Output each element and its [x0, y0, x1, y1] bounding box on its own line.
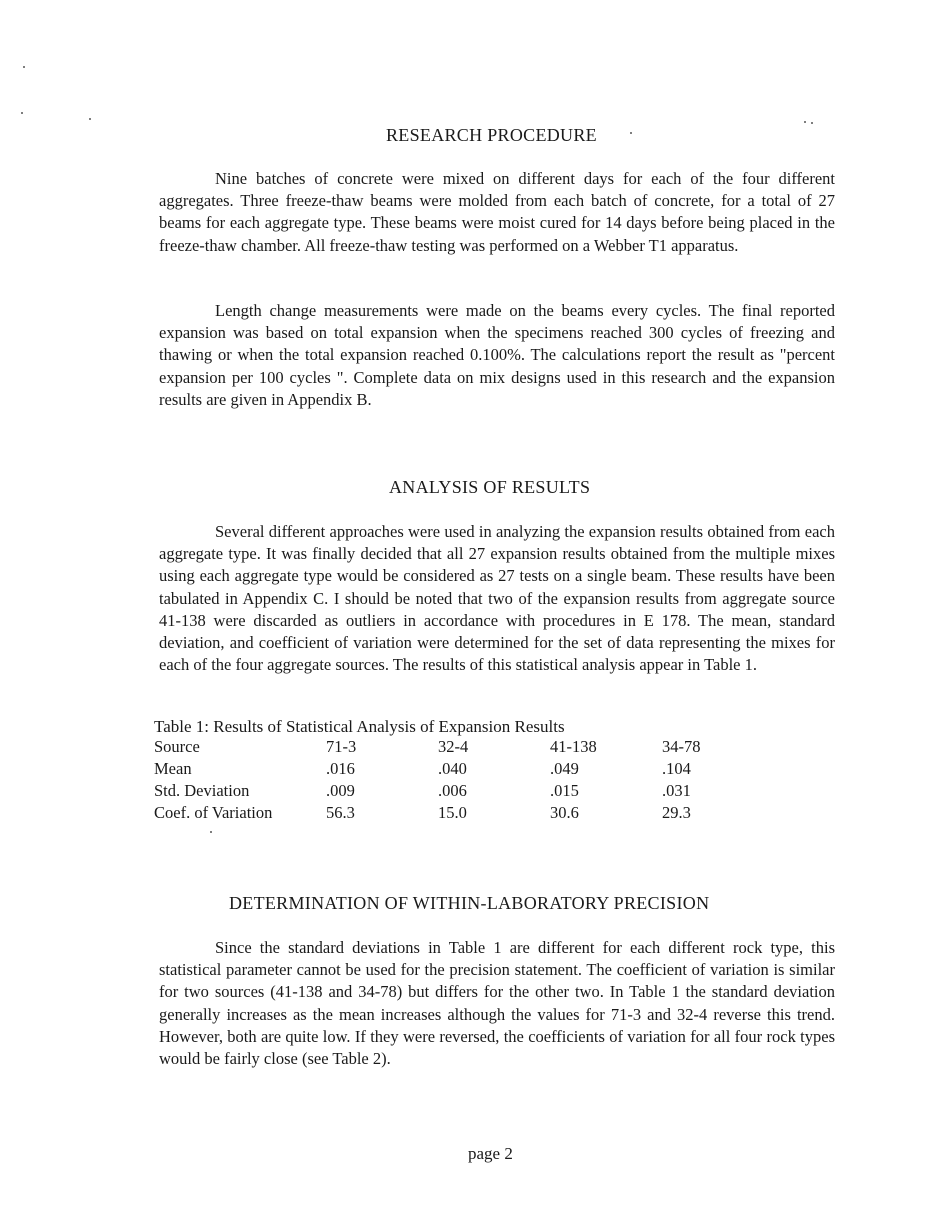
table-cell: 71-3 — [326, 737, 357, 756]
table-cell: .009 — [326, 781, 355, 800]
scan-speck — [811, 122, 813, 124]
scan-speck — [630, 132, 632, 134]
page-number: page 2 — [468, 1144, 513, 1163]
scan-speck — [21, 112, 23, 114]
research-procedure-paragraph-1: Nine batches of concrete were mixed on different days for each of the four different aggregates. Three freeze-thaw beams were molded from each batch of concrete, for a total of 27 beams for each aggregate type. These beams were moist cured for 14 days before being placed in the freeze-thaw chamber. All freeze-thaw testing was performed on a Webber T1 apparatus. — [159, 169, 835, 255]
table-cell: Mean — [154, 759, 192, 778]
table-cell: 41-138 — [550, 737, 597, 756]
heading-research-procedure: RESEARCH PROCEDURE — [386, 125, 597, 145]
research-procedure-paragraph-2: Length change measurements were made on the beams every cycles. The final reported expansion was based on total expansion when the specimens reached 300 cycles of freezing and thawing or when the total expansion reached 0.100%. The calculations report the result as "percent expansion per 100 cycles ". Complete data on mix designs used in this research and the expansion results are given in Appendix B. — [159, 301, 835, 409]
table-cell: 15.0 — [438, 803, 467, 822]
heading-analysis-of-results: ANALYSIS OF RESULTS — [389, 477, 591, 497]
table-cell: .049 — [550, 759, 579, 778]
table-row — [152, 780, 742, 802]
precision-paragraph-1: Since the standard deviations in Table 1 are different for each different rock type, this statistical parameter cannot be used for the precision statement. The coefficient of variation is similar for two sources (41-138 and 34-78) but differs for the other two. In Table 1 the standard deviation generally increases as the mean increases although the values for 71-3 and 32-4 reverse this trend. However, both are quite low. If they were reversed, the coefficients of variation for all four rock types would be fairly close (see Table 2). — [159, 938, 835, 1069]
scan-speck — [804, 121, 806, 123]
scan-speck — [89, 118, 91, 120]
table-row — [152, 758, 742, 780]
table-cell: Std. Deviation — [154, 781, 250, 800]
table-cell: .015 — [550, 781, 579, 800]
table-cell: .104 — [662, 759, 691, 778]
table1-header-row — [152, 736, 742, 758]
table-cell: 30.6 — [550, 803, 579, 822]
table-cell: 29.3 — [662, 803, 691, 822]
table-cell: 34-78 — [662, 737, 701, 756]
heading-within-lab-precision: DETERMINATION OF WITHIN-LABORATORY PRECISION — [229, 893, 710, 913]
table-cell: 56.3 — [326, 803, 355, 822]
scan-speck — [23, 66, 25, 68]
analysis-paragraph-1: Several different approaches were used in analyzing the expansion results obtained from each aggregate type. It was finally decided that all 27 expansion results obtained from the multiple mixes using each aggregate type would be considered as 27 tests on a single beam. These results have been tabulated in Appendix C. I should be noted that two of the expansion results from aggregate source 41-138 were discarded as outliers in accordance with procedures in E 178. The mean, standard deviation, and coefficient of variation were determined for the set of data representing the mixes for each of the four aggregate sources. The results of this statistical analysis appear in Table 1. — [159, 522, 835, 675]
scan-speck — [210, 831, 212, 833]
table1-caption: Table 1: Results of Statistical Analysis of Expansion Results — [154, 717, 565, 736]
table-cell: .006 — [438, 781, 467, 800]
table-cell: .016 — [326, 759, 355, 778]
table-row — [152, 802, 742, 824]
table-cell: Coef. of Variation — [154, 803, 273, 822]
table-cell: Source — [154, 737, 200, 756]
table1 — [152, 736, 742, 824]
table-cell: .040 — [438, 759, 467, 778]
table-cell: 32-4 — [438, 737, 469, 756]
table-cell: .031 — [662, 781, 691, 800]
